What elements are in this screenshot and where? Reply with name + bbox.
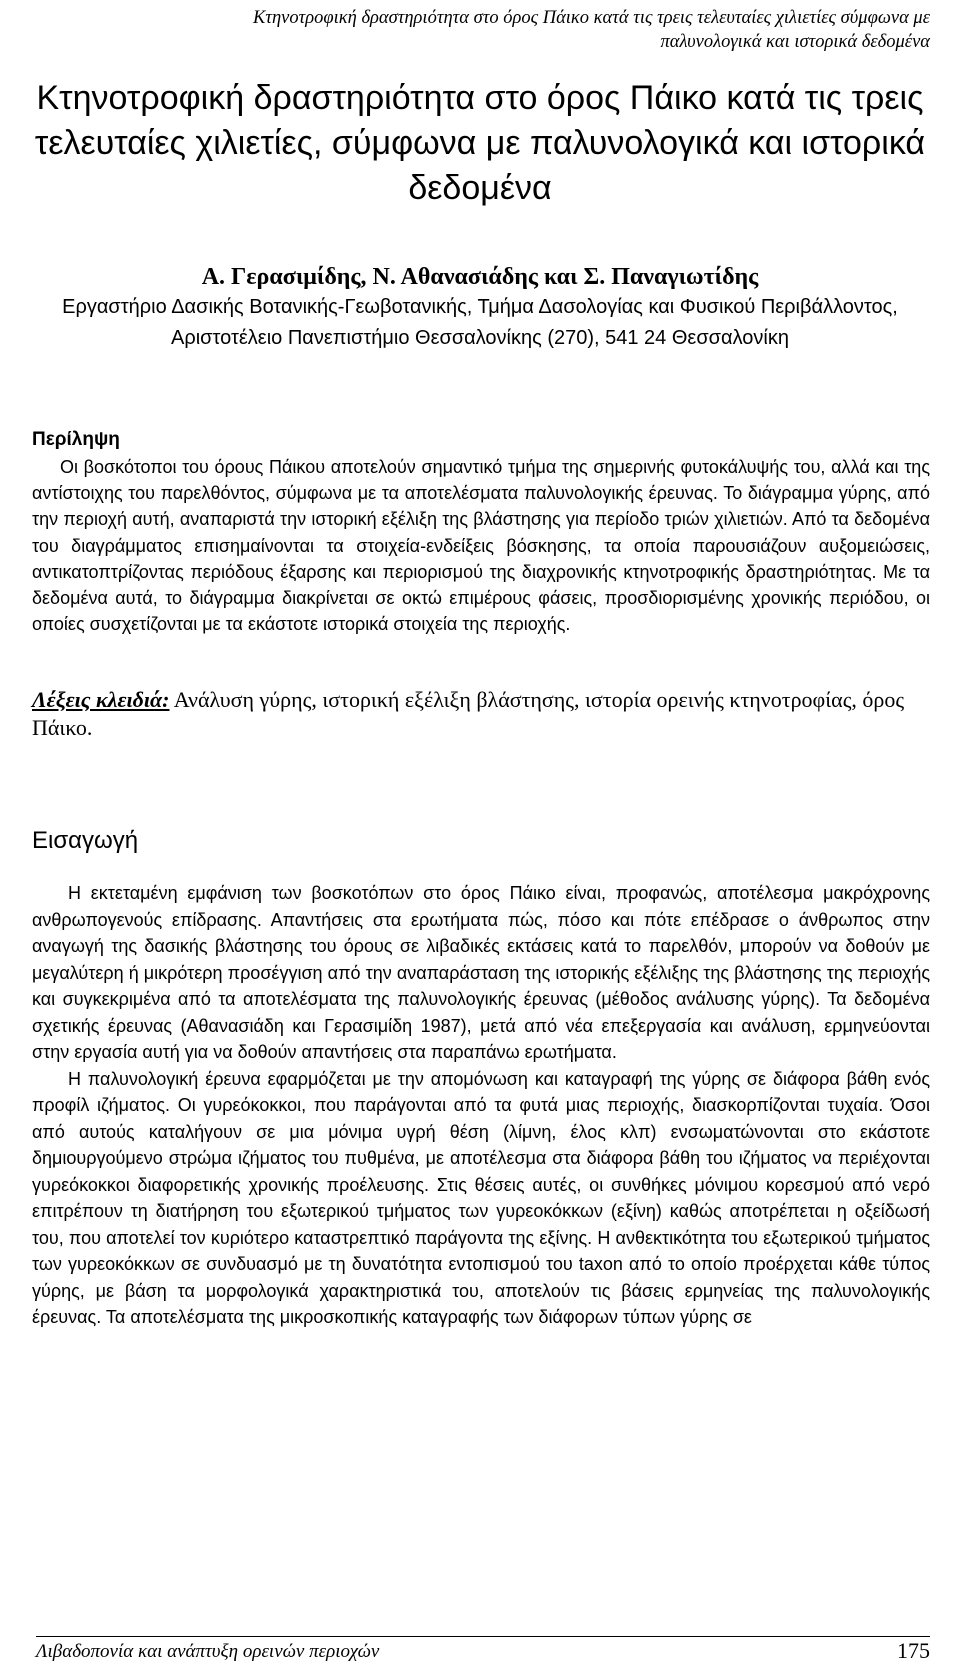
affiliation: Εργαστήριο Δασικής Βοτανικής-Γεωβοτανικής, Τμήμα Δασολογίας και Φυσικού Περιβάλλοντος, Αριστοτέλειο Πανεπιστήμιο Θεσσαλονίκης (270), 541 24 Θεσσαλονίκη — [62, 296, 898, 349]
paper-title: Κτηνοτροφική δραστηριότητα στο όρος Πάικο κατά τις τρεις τελευταίες χιλιετίες, σύμφωνα με παλυνολογικά και ιστορικά δεδομένα — [34, 79, 926, 207]
footer-journal-title: Λιβαδοπονία και ανάπτυξη ορεινών περιοχών — [36, 1641, 380, 1662]
keywords-label: Λέξεις κλειδιά: — [32, 687, 170, 712]
keywords-text: Ανάλυση γύρης, ιστορική εξέλιξη βλάστησης, ιστορία ορεινής κτηνοτροφίας, όρος Πάικο. — [32, 687, 905, 740]
abstract-heading: Περίληψη — [32, 429, 120, 450]
introduction-body — [32, 880, 930, 1331]
running-header: Κτηνοτροφική δραστηριότητα στο όρος Πάικο κατά τις τρεις τελευταίες χιλιετίες σύμφωνα με παλυνολογικά και ιστορικά δεδομένα — [253, 8, 930, 52]
intro-paragraph: Η παλυνολογική έρευνα εφαρμόζεται με την απομόνωση και καταγραφή της γύρης σε διάφορα βάθη ενός προφίλ ιζήματος. Οι γυρεόκοκκοι, που παράγονται από τα φυτά μιας περιοχής, διασκορπίζονται τυχαία. Όσοι από αυτούς καταλήγουν σε μια μόνιμα υγρή θέση (λίμνη, έλος κλπ) ενσωματώνονται στο εκάστοτε δημιουργούμενο στρώμα ιζήματος του πυθμένα, με αποτέλεσμα στα διάφορα βάθη του ιζήματος να περιέχονται γυρεόκοκκοι διαφορετικής χρονικής προέλευσης. Στις θέσεις αυτές, οι συνθήκες μόνιμου κορεσμού από νερό επιτρέπουν τη διατήρηση του εξωτερικού τμήματος των γυρεοκόκκων (εξίνη) καθώς αποτρέπεται η οξείδωσή του, που αποτελεί τον κυριότερο καταστρεπτικό παράγοντα της εξίνης. Η ανθεκτικότητα του εξωτερικού τμήματος των γυρεοκόκκων σε συνδυασμό με τη δυνατότητα εντοπισμού του taxon από το οποίο προέρχεται κάθε τύπος γύρης, με βάση τα μορφολογικά χαρακτηριστικά του, αποτελούν τις βάσεις ερμηνείας της παλυνολογικής έρευνας. Τα αποτελέσματα της μικροσκοπικής καταγραφής των διάφορων τύπων γύρης σε — [32, 1068, 930, 1327]
abstract-text: Οι βοσκότοποι του όρους Πάικου αποτελούν σημαντικό τμήμα της σημερινής φυτοκάλυψής του, αλλά και της αντίστοιχης του παρελθόντος, σύμφωνα με τα αποτελέσματα παλυνολογικής έρευνας. Το διάγραμμα γύρης, από την περιοχή αυτή, αναπαριστά την ιστορική εξέλιξη της βλάστησης για περίοδο τριών χιλιετιών. Από τα δεδομένα του διαγράμματος επισημαίνονται τα στοιχεία-ενδείξεις βόσκησης, τα οποία παρουσιάζουν αυξομειώσεις, αντικατοπτρίζοντας περιόδους έξαρσης και περιορισμού της διαχρονικής κτηνοτροφικής δραστηριότητας. Με τα δεδομένα αυτά, το διάγραμμα διακρίνεται σε οκτώ επιμέρους φάσεις, προσδιορισμένης χρονικής περιόδου, οι οποίες συσχετίζονται με τα εκάστοτε ιστορικά στοιχεία της περιοχής. — [32, 457, 930, 635]
authors: Α. Γερασιμίδης, Ν. Αθανασιάδης και Σ. Παναγιωτίδης — [201, 264, 759, 290]
intro-paragraph: Η εκτεταμένη εμφάνιση των βοσκοτόπων στο όρος Πάικο είναι, προφανώς, αποτέλεσμα μακρόχρονης ανθρωπογενούς επίδρασης. Απαντήσεις στα ερωτήματα πώς, πόσο και πότε επέδρασε ο άνθρωπος στην αναγωγή της δασικής βλάστησης του όρους σε λιβαδικές εκτάσεις κατά το παρελθόν, μπορούν να δοθούν με μεγαλύτερη ή μικρότερη προσέγγιση από την αναπαράσταση της ιστορικής εξέλιξης της βλάστησης της περιοχής και συγκεκριμένα από τα αποτελέσματα της παλυνολογικής έρευνας (μέθοδος ανάλυσης γύρης). Τα δεδομένα σχετικής έρευνας (Αθανασιάδη και Γερασιμίδη 1987), μετά από νέα επεξεργασία και ανάλυση, ερμηνεύονται στην εργασία αυτή για να δοθούν απαντήσεις στα παραπάνω ερωτήματα. — [32, 883, 930, 1062]
keywords — [32, 686, 930, 742]
footer-divider — [36, 1636, 930, 1637]
introduction-heading: Εισαγωγή — [32, 827, 139, 854]
page-number: 175 — [897, 1638, 930, 1663]
